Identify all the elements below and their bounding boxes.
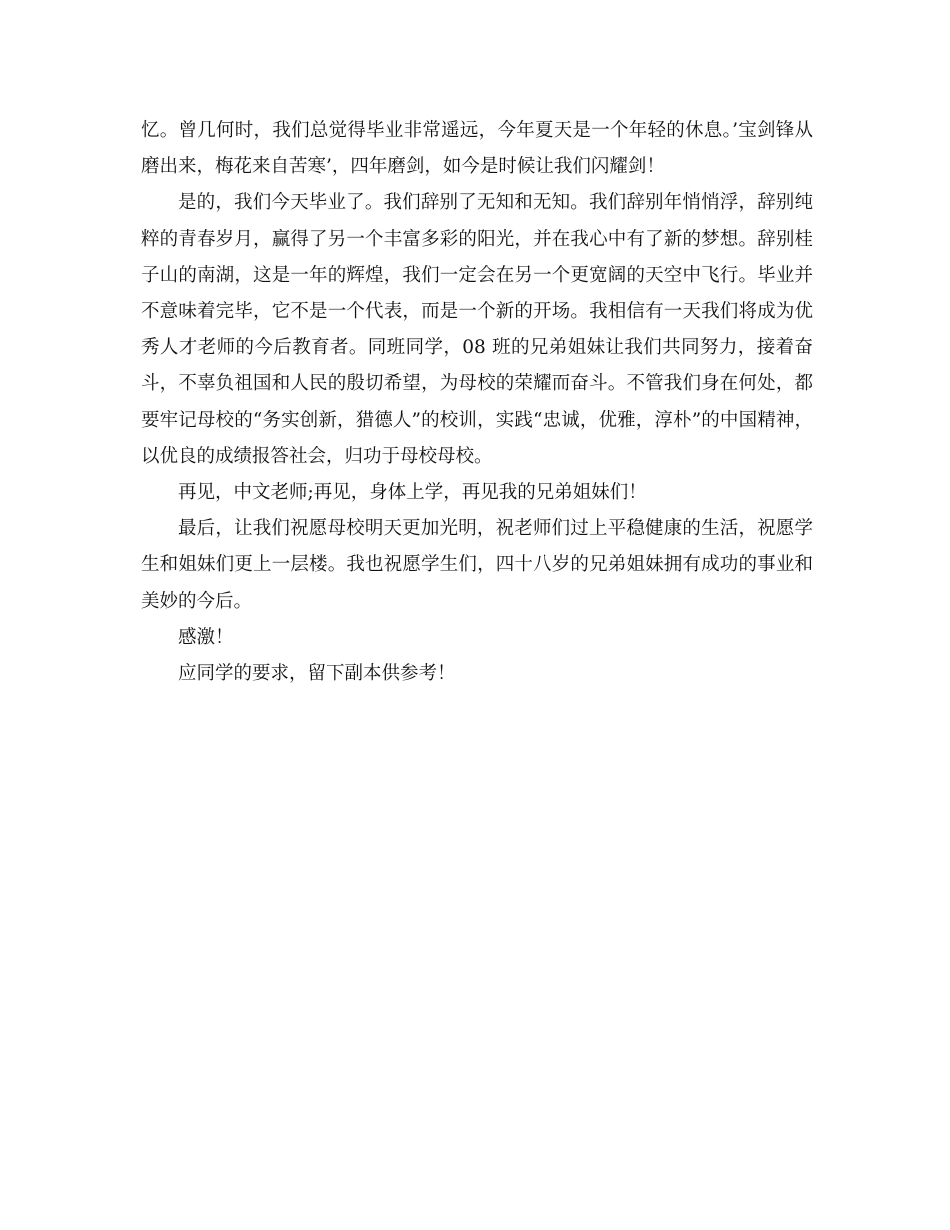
paragraph-graduation: 是的，我们今天毕业了。我们辞别了无知和无知。我们辞别年悄悄浮，辞别纯粹的青春岁月，赢得了另一个丰富多彩的阳光，并在我心中有了新的梦想。辞别桂子山的南湖，这是一年的辉煌，我们一定会在另一个更宽阔的天空中飞行。毕业并不意味着完毕，它不是一个代表，而是一个新的开场。我相信有一天我们将成为优秀人才老师的今后教育者。同班同学，08 班的兄弟姐妹让我们共同努力，接着奋斗，不辜负祖国和人民的殷切希望，为母校的荣耀而奋斗。不管我们身在何处，都要牢记母校的“务实创新，猎德人”的校训，实践“忠诚，优雅，淳朴”的中国精神，以优良的成绩报答社会，归功于母校母校。 — [141, 192, 813, 467]
paragraph-farewell: 再见，中文老师;再见，身体上学，再见我的兄弟姐妹们！ — [178, 482, 647, 504]
paragraph-note: 应同学的要求，留下副本供参考！ — [178, 663, 456, 685]
paragraph-wishes: 最后，让我们祝愿母校明天更加光明，祝老师们过上平稳健康的生活，祝愿学生和姐妹们更上一层楼。我也祝愿学生们，四十八岁的兄弟姐妹拥有成功的事业和美妙的今后。 — [141, 518, 813, 612]
document-body — [141, 113, 813, 692]
paragraph-continuation: 忆。曾几何时，我们总觉得毕业非常遥远，今年夏天是一个年轻的休息。’宝剑锋从磨出来，梅花来自苦寒’，四年磨剑，如今是时候让我们闪耀剑！ — [141, 120, 813, 178]
paragraph-thanks: 感激！ — [178, 626, 234, 648]
